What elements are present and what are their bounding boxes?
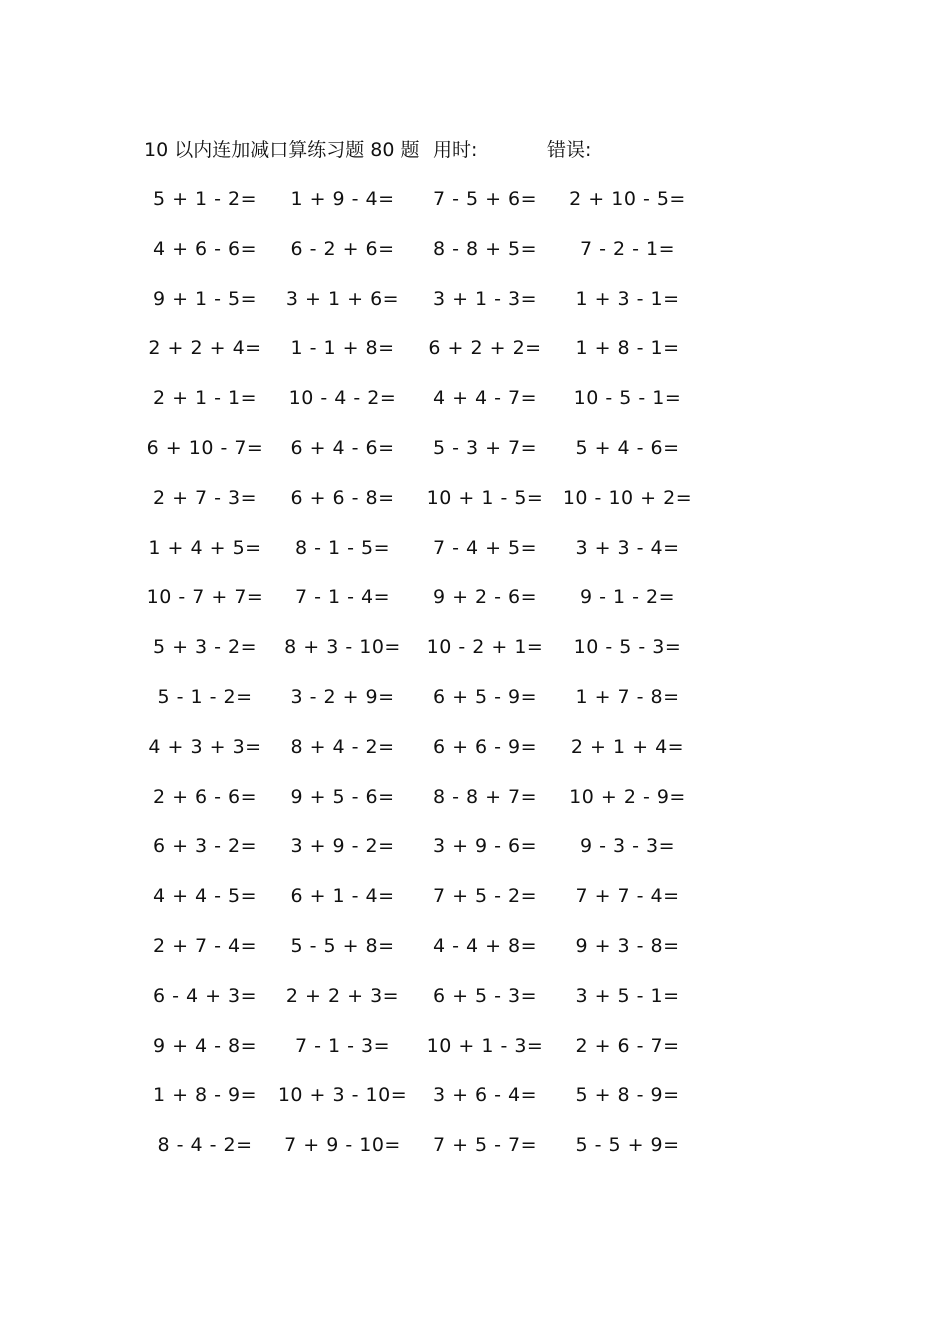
math-problem: 7 - 2 - 1= bbox=[579, 237, 676, 260]
math-problem: 6 - 2 + 6= bbox=[290, 237, 395, 260]
math-problem: 5 - 1 - 2= bbox=[157, 685, 253, 708]
math-problem: 5 - 5 + 9= bbox=[575, 1134, 680, 1157]
math-problem: 6 + 1 - 4= bbox=[290, 885, 395, 908]
math-problem: 2 + 2 + 4= bbox=[148, 337, 262, 360]
math-problem: 8 - 4 - 2= bbox=[157, 1134, 253, 1157]
math-problem: 10 + 1 - 3= bbox=[426, 1034, 544, 1057]
math-problem: 5 + 1 - 2= bbox=[152, 188, 258, 210]
math-problem: 9 - 1 - 2= bbox=[579, 586, 676, 609]
math-problem: 5 + 3 - 2= bbox=[152, 636, 258, 659]
math-problem: 10 - 4 - 2= bbox=[288, 387, 397, 410]
math-problem: 3 + 5 - 1= bbox=[575, 984, 680, 1007]
math-problem: 2 + 7 - 4= bbox=[152, 934, 258, 957]
math-problem: 9 - 3 - 3= bbox=[579, 835, 676, 858]
math-problem: 5 + 8 - 9= bbox=[575, 1084, 680, 1107]
math-problem: 5 - 3 + 7= bbox=[432, 436, 538, 459]
math-problem: 6 + 6 - 8= bbox=[290, 486, 395, 509]
math-problem: 1 + 4 + 5= bbox=[148, 536, 262, 559]
math-problem: 7 + 5 - 7= bbox=[432, 1134, 538, 1157]
math-problem: 3 + 1 - 3= bbox=[432, 287, 538, 310]
math-problem: 10 - 5 - 3= bbox=[573, 636, 682, 659]
math-problem: 1 + 7 - 8= bbox=[575, 685, 680, 708]
math-problem: 10 + 3 - 10= bbox=[277, 1084, 408, 1107]
math-problem: 10 - 2 + 1= bbox=[426, 636, 544, 659]
math-problem: 2 + 7 - 3= bbox=[152, 486, 258, 509]
math-problem: 7 + 9 - 10= bbox=[284, 1134, 401, 1157]
math-problem: 8 - 8 + 7= bbox=[432, 785, 538, 808]
time-label: 用时: bbox=[433, 139, 478, 161]
math-problem: 6 + 4 - 6= bbox=[290, 436, 395, 459]
math-problem: 1 + 8 - 1= bbox=[575, 337, 680, 360]
math-problem: 7 - 1 - 4= bbox=[294, 586, 391, 609]
math-problem: 5 - 5 + 8= bbox=[290, 934, 395, 957]
math-problem: 3 + 3 - 4= bbox=[575, 536, 680, 559]
math-problem: 9 + 3 - 8= bbox=[575, 934, 680, 957]
math-problem: 10 + 2 - 9= bbox=[569, 785, 686, 808]
math-problem: 3 + 6 - 4= bbox=[432, 1084, 538, 1107]
math-problem: 4 + 4 - 7= bbox=[432, 387, 538, 410]
math-problem: 4 - 4 + 8= bbox=[432, 934, 538, 957]
math-problem: 4 + 6 - 6= bbox=[152, 237, 258, 260]
math-problem: 1 + 8 - 9= bbox=[152, 1084, 258, 1107]
math-problem: 1 - 1 + 8= bbox=[290, 337, 395, 360]
math-problem: 1 + 9 - 4= bbox=[290, 188, 395, 210]
math-problem: 10 - 10 + 2= bbox=[562, 486, 693, 509]
math-problem: 2 + 1 + 4= bbox=[570, 735, 685, 758]
math-problem: 6 + 6 - 9= bbox=[432, 735, 538, 758]
math-problem: 7 - 5 + 6= bbox=[432, 188, 538, 210]
math-problem: 7 - 1 - 3= bbox=[294, 1034, 391, 1057]
errors-label: 错误: bbox=[547, 139, 592, 161]
math-problem: 6 + 2 + 2= bbox=[428, 337, 542, 360]
math-problem: 6 + 3 - 2= bbox=[152, 835, 258, 858]
math-problem: 6 + 5 - 9= bbox=[432, 685, 538, 708]
math-problem: 2 + 1 - 1= bbox=[152, 387, 258, 410]
math-problem: 9 + 1 - 5= bbox=[152, 287, 258, 310]
math-problem: 4 + 3 + 3= bbox=[148, 735, 262, 758]
math-problem: 3 + 9 - 6= bbox=[432, 835, 538, 858]
math-problem: 10 + 1 - 5= bbox=[426, 486, 544, 509]
math-problem: 6 + 10 - 7= bbox=[146, 436, 264, 459]
math-problem: 10 - 5 - 1= bbox=[573, 387, 682, 410]
math-problem: 3 + 1 + 6= bbox=[285, 287, 400, 310]
math-problem: 2 + 10 - 5= bbox=[569, 188, 686, 210]
math-problem: 7 + 5 - 2= bbox=[432, 885, 538, 908]
math-problem: 5 + 4 - 6= bbox=[575, 436, 680, 459]
math-problem: 3 + 9 - 2= bbox=[290, 835, 395, 858]
math-problem: 9 + 2 - 6= bbox=[432, 586, 538, 609]
math-problem: 3 - 2 + 9= bbox=[290, 685, 395, 708]
math-problem: 7 + 7 - 4= bbox=[575, 885, 680, 908]
math-problem: 10 - 7 + 7= bbox=[146, 586, 264, 609]
math-problem: 2 + 6 - 7= bbox=[575, 1034, 680, 1057]
math-problem: 2 + 2 + 3= bbox=[285, 984, 400, 1007]
math-problem: 8 - 8 + 5= bbox=[432, 237, 538, 260]
math-problem: 9 + 5 - 6= bbox=[290, 785, 395, 808]
math-problem: 1 + 3 - 1= bbox=[575, 287, 680, 310]
math-problem: 6 + 5 - 3= bbox=[432, 984, 538, 1007]
math-problem: 2 + 6 - 6= bbox=[152, 785, 258, 808]
math-problem: 4 + 4 - 5= bbox=[152, 885, 258, 908]
math-problem: 8 + 4 - 2= bbox=[290, 735, 395, 758]
worksheet-title: 10 以内连加减口算练习题 80 题 bbox=[144, 139, 420, 161]
math-problem: 8 - 1 - 5= bbox=[294, 536, 391, 559]
math-problem: 9 + 4 - 8= bbox=[152, 1034, 258, 1057]
math-problem: 7 - 4 + 5= bbox=[432, 536, 538, 559]
math-problem: 8 + 3 - 10= bbox=[284, 636, 401, 659]
math-problem: 6 - 4 + 3= bbox=[152, 984, 258, 1007]
problem-grid bbox=[140, 184, 700, 1180]
